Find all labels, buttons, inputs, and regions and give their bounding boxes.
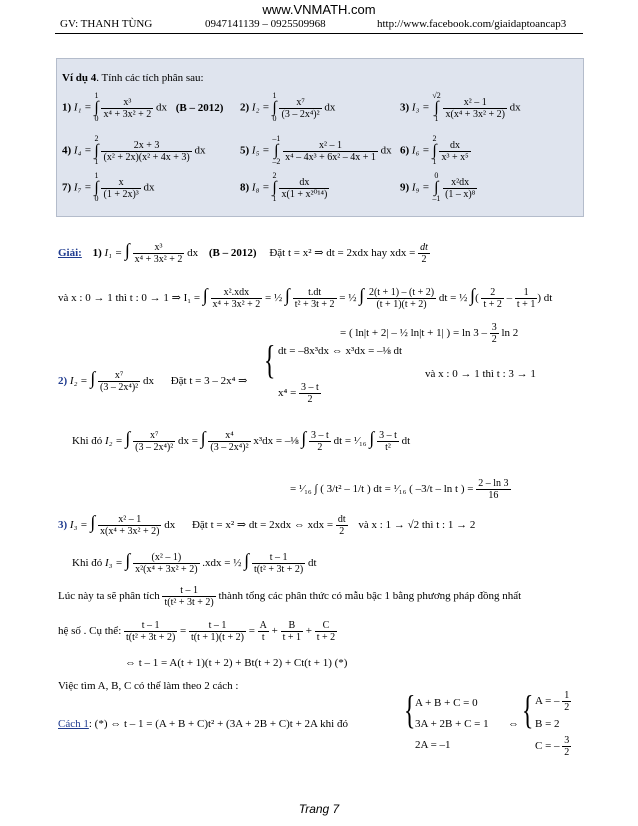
iff-sign: ⇔ — [508, 718, 519, 730]
example-heading: Ví dụ 4. Tính các tích phân sau: — [62, 72, 204, 84]
page-number: Trang 7 — [298, 802, 340, 816]
ans-b: B = 2 — [535, 718, 560, 730]
example-item: 3) I₃ = √2 ∫ 1 $\frac{\text{x² – 1}}{\text{x(x⁴ + 3x² + 2)}}$ dx — [400, 91, 521, 124]
header-rule — [55, 33, 583, 34]
ans-a: A = – $\frac{1}{2}$ — [535, 690, 570, 713]
p2-sys1: dt = –8x³dx ⇔ x³dx = –⅛ dt — [278, 345, 403, 357]
example-item: 5) I₅ = –1 ∫ –2 $\frac{\text{x² – 1}}{\text{x⁴ – 4x³ + 6x² – 4x + 1}}$ dx — [240, 134, 392, 167]
p1-result: = ( ln|t + 2| – ½ ln|t + 1| ) = ln 3 – $\frac{3}{2}$ ln 2 — [340, 322, 519, 345]
sys-line-2: 3A + 2B + C = 1 — [415, 718, 489, 730]
header-url[interactable]: http://www.facebook.com/giaidaptoancap3 — [377, 18, 567, 30]
example-item: 8) I₈ = 2 ∫ 1 $\frac{dx}{\text{x(1 + x²⁰¹⁴)}}$ — [240, 171, 328, 204]
ans-brace: { — [521, 687, 534, 732]
site-banner: www.VNMATH.com — [262, 2, 376, 17]
p2-line: 2) I₂ = ∫ $\frac{\text{x⁷}}{\text{(3 – 2x⁴)²}}$ dx Đặt t = 3 – 2x⁴ ⇒ — [58, 368, 248, 393]
header-author: GV: THANH TÙNG — [60, 18, 153, 30]
cach-line: Cách 1: (*) ⇔ t – 1 = (A + B + C)t² + (3A + 2B + C)t + 2A khi đó — [58, 718, 348, 730]
sys-brace: { — [403, 687, 416, 732]
analysis-line3: ⇔ t – 1 = A(t + 1)(t + 2) + Bt(t + 2) + Ct(t + 1) (*) — [125, 657, 348, 669]
example-item: 6) I₆ = 2 ∫ 1 $\frac{dx}{\text{x³ + x⁵}}$ — [400, 134, 469, 167]
analysis-line4: Việc tìm A, B, C có thể làm theo 2 cách : — [58, 680, 239, 692]
p2-sys2: x⁴ = $\frac{3 - t}{2}$ — [278, 382, 319, 405]
example-item: 2) I₂ = 1 ∫ 0 $\frac{\text{x⁷}}{\text{(3 – 2x⁴)²}}$ dx — [240, 91, 336, 124]
p2-result: = ¹⁄₁₆ ∫ ( 3/t² – 1/t ) dt = ¹⁄₁₆ ( –3/t – ln t ) = $\frac{2 - \ln 3}{16}$ — [290, 478, 509, 501]
p3-khi: Khi đó I₃ = ∫ $\frac{\text{(x² – 1)}}{\text{x²(x⁴ + 3x² + 2)}}$ .xdx = ½ ∫ $\frac{t - 1}{\text{t(t² + 3t + 2)}}$ dt — [72, 550, 317, 575]
example-item: 4) I₄ = 2 ∫ 1 $\frac{2x + 3}{\text{(x² + 2x)(x² + 4x + 3)}}$ dx — [62, 134, 206, 167]
analysis-line2: hệ số . Cụ thể: $\frac{t - 1}{\text{t(t² + 3t + 2)}}$ = $\frac{t - 1}{t(t + 1)(t + 2)}$ = $\frac{A}{t}$ + $\frac{B}{t + 1}$ + $\frac{C}{t + 2}$ — [58, 620, 336, 643]
ans-c: C = – $\frac{3}{2}$ — [535, 735, 570, 758]
analysis-line1: Lúc này ta sẽ phân tích $\frac{t - 1}{\text{t(t² + 3t + 2)}}$ thành tổng các phân thức có mẫu bậc 1 bằng phương pháp đồng nhất — [58, 585, 522, 608]
p2-brace: { — [263, 337, 276, 382]
example-item: 9) I₉ = 0 ∫ –1 $\frac{\text{x²dx}}{\text{(1 – x)⁸}}$ — [400, 171, 476, 204]
example-item: 7) I₇ = 1 ∫ 0 $\frac{x}{\text{(1 + 2x)³}}$ dx — [62, 171, 155, 204]
sys-line-1: A + B + C = 0 — [415, 697, 478, 709]
p2-cond: và x : 0 → 1 thì t : 3 → 1 — [425, 368, 536, 380]
example-item: 1) I₁ = 1 ∫ 0 $\frac{\text{x³}}{\text{x⁴ + 3x² + 2}}$ dx (B – 2012) — [62, 91, 224, 124]
p3-line: 3) I₃ = ∫ $\frac{\text{x² – 1}}{\text{x(x⁴ + 3x² + 2)}}$ dx Đặt t = x² ⇒ dt = 2xdx ⇔ xdx = $\frac{dt}{2}$ và x : 1 → √2 thì t : 1 → 2 — [58, 512, 476, 537]
header-phone: 0947141139 – 0925509968 — [205, 18, 326, 30]
p2-khi: Khi đó I₂ = ∫ $\frac{\text{x⁷}}{\text{(3 – 2x⁴)²}}$ dx = ∫ $\frac{\text{x⁴}}{\text{(3 – 2x⁴)²}}$ x³dx = –⅛ ∫ $\frac{3 - t}{2}$ dt = ¹⁄₁₆ ∫ $\frac{3 - t}{\text{t²}}$ dt — [72, 428, 411, 453]
solution-heading: Giải: — [58, 247, 82, 259]
p1-line: Giải: 1) I₁ = ∫ $\frac{\text{x³}}{\text{x⁴ + 3x² + 2}}$ dx (B – 2012) Đặt t = x² ⇒ dt = 2xdx hay xdx = $\frac{dt}{2}$ — [58, 240, 428, 265]
sys-line-3: 2A = –1 — [415, 739, 451, 751]
p1-line2: và x : 0 → 1 thì t : 0 → 1 ⇒ I₁ = ∫ $\frac{\text{x².xdx}}{\text{x⁴ + 3x² + 2}}$ = ½ ∫ $\frac{t.dt}{\text{t² + 3t + 2}}$ = ½ ∫ $\frac{2(t + 1) - (t + 2)}{(t + 1)(t + 2)}$ dt = ½ ∫( $\frac{2}{t + 2}$ – $\frac{1}{t + 1}$ ) dt — [58, 285, 553, 310]
